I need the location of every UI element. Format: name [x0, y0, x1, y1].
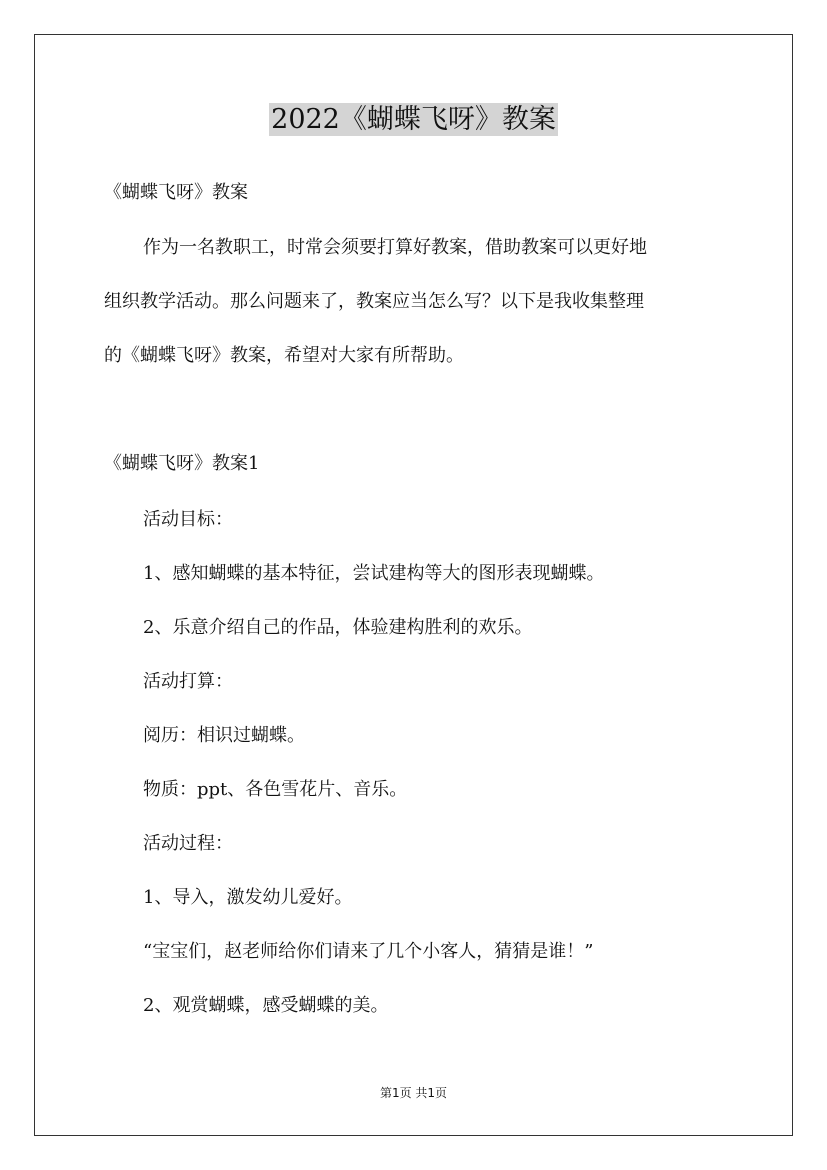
body-line: 1、感知蝴蝶的基本特征，尝试建构等大的图形表现蝴蝶。 [143, 563, 605, 584]
body-line: 活动过程： [143, 833, 233, 854]
intro-line: 的《蝴蝶飞呀》教案，希望对大家有所帮助。 [104, 345, 464, 366]
body-line: “宝宝们，赵老师给你们请来了几个小客人，猜猜是谁！” [143, 941, 594, 962]
document-subtitle: 《蝴蝶飞呀》教案 [104, 182, 248, 203]
body-line: 1、导入，激发幼儿爱好。 [143, 887, 353, 908]
body-line: 阅历：相识过蝴蝶。 [143, 725, 305, 746]
page-footer: 第1页 共1页 [379, 1086, 448, 1100]
body-line: 2、乐意介绍自己的作品，体验建构胜利的欢乐。 [143, 617, 533, 638]
body-line: 2、观赏蝴蝶，感受蝴蝶的美。 [143, 995, 389, 1016]
intro-line: 组织教学活动。那么问题来了，教案应当怎么写？以下是我收集整理 [104, 291, 644, 312]
document-title-container [0, 100, 827, 140]
body-line: 物质：ppt、各色雪花片、音乐。 [143, 779, 408, 800]
document-title: 2022《蝴蝶飞呀》教案 [271, 104, 556, 135]
section-heading: 《蝴蝶飞呀》教案1 [104, 453, 260, 474]
body-line: 活动打算： [143, 671, 233, 692]
intro-line: 作为一名教职工，时常会须要打算好教案，借助教案可以更好地 [143, 237, 647, 258]
body-line: 活动目标： [143, 509, 233, 530]
